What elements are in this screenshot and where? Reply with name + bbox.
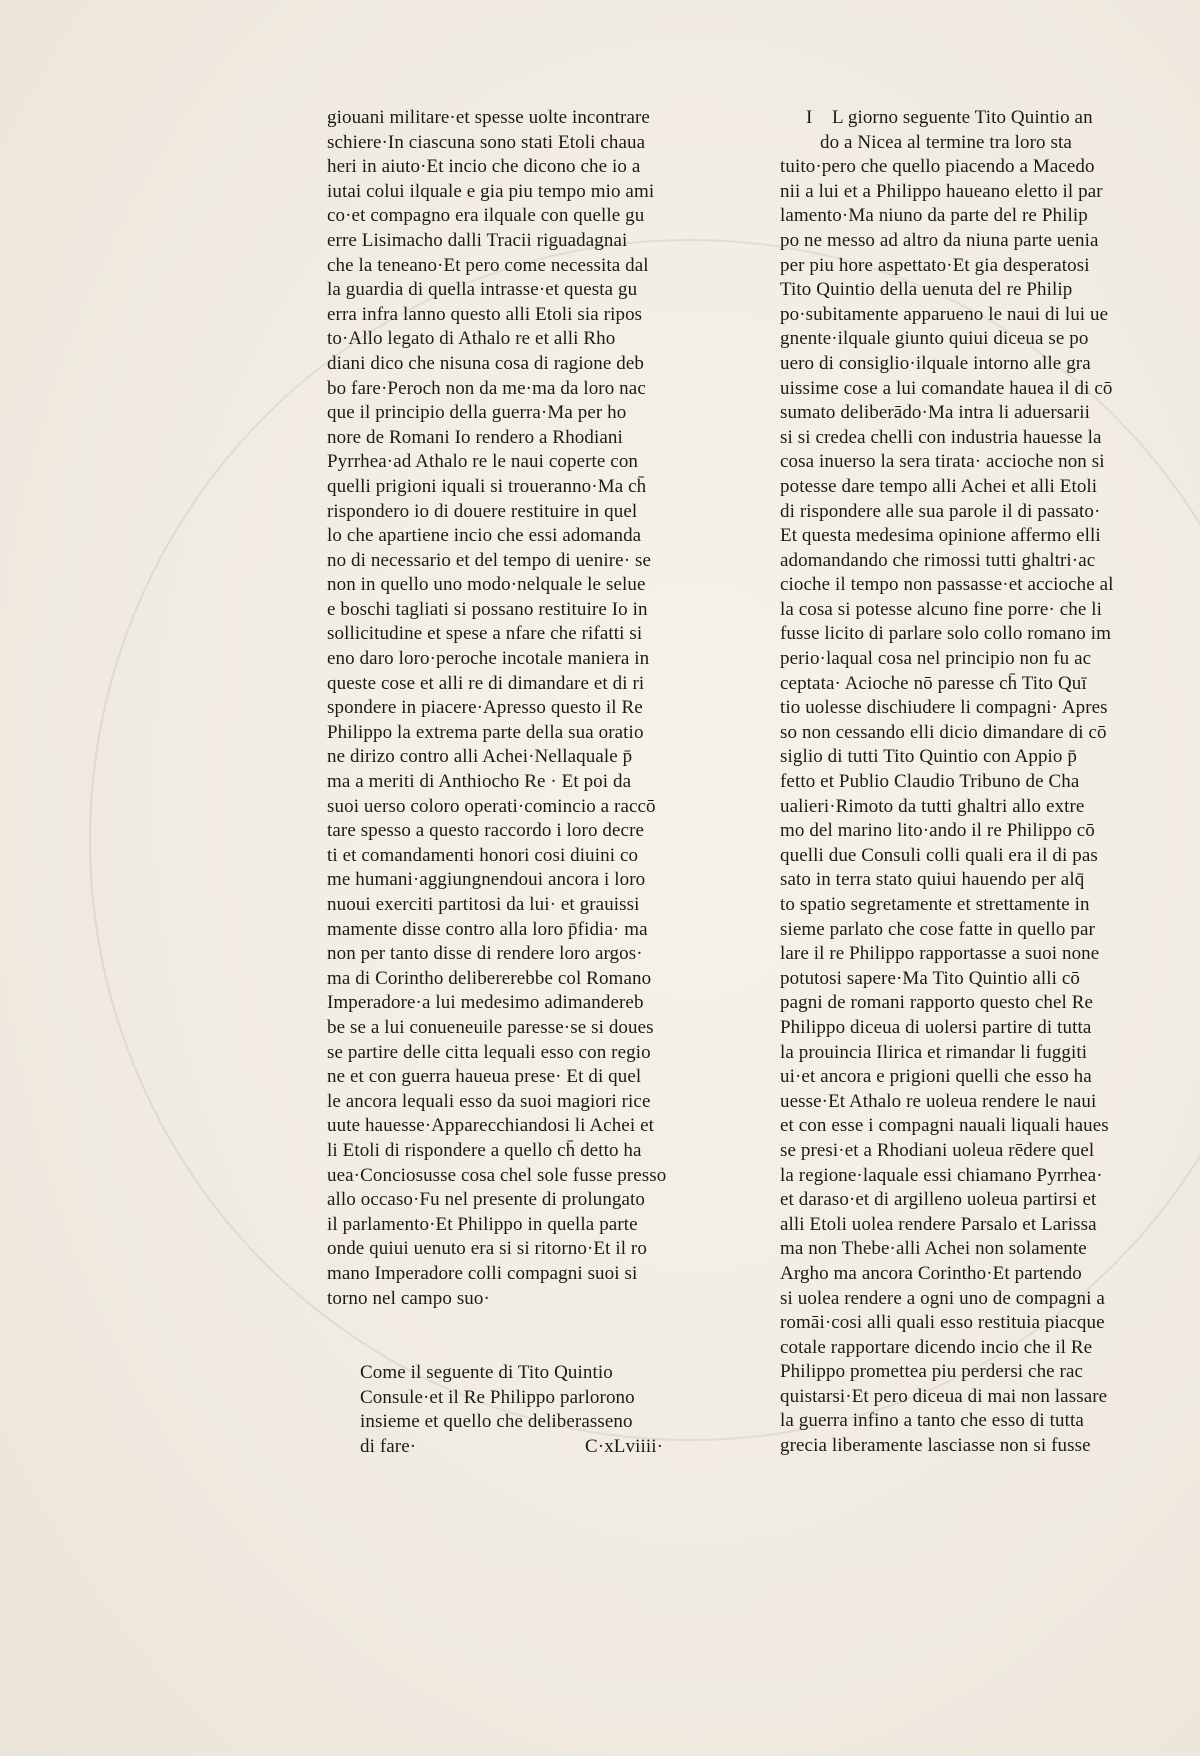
left-text-line: iutai colui ilquale e gia piu tempo mio ami: [327, 180, 655, 202]
right-text-line: po·subitamente apparueno le naui di lui ue: [780, 303, 1109, 325]
left-text-line: e boschi tagliati si possano restituire Io in: [327, 598, 648, 620]
left-text-line: schiere·In ciascuna sono stati Etoli chaua: [327, 131, 646, 153]
right-text-line: et con esse i compagni nauali liquali haues: [780, 1115, 1109, 1137]
right-text-line: Et questa medesima opinione affermo elli: [780, 525, 1101, 547]
right-text-line: L giorno seguente Tito Quintio an: [832, 107, 1093, 128]
chapter-number: C·xLviiii·: [585, 1435, 664, 1457]
right-text-line: to spatio segretamente et strettamente in: [780, 894, 1090, 915]
right-text-line: sieme parlato che cose fatte in quello par: [780, 918, 1095, 940]
right-text-line: siglio di tutti Tito Quintio con Appio p̄: [780, 746, 1077, 768]
left-text-line: ne et con guerra haueua prese· Et di quel: [327, 1066, 642, 1088]
left-text-line: ne dirizo contro alli Achei·Nellaquale p̄: [327, 746, 633, 768]
left-text-line: be se a lui conueneuile paresse·se si doues: [327, 1016, 654, 1038]
right-text-line: gnente·ilquale giunto quiui diceua se po: [780, 328, 1089, 350]
right-text-line: quelli due Consuli colli quali era il di pas: [780, 844, 1098, 866]
heading-last-line: [360, 1435, 664, 1460]
left-text-line: mano Imperadore colli compagni suoi si: [327, 1262, 638, 1284]
right-text-line: fetto et Publio Claudio Tribuno de Cha: [780, 771, 1080, 793]
left-text-line: heri in aiuto·Et incio che dicono che io a: [327, 156, 641, 178]
left-text-line: ma di Corintho delibererebbe col Romano: [327, 967, 652, 989]
right-text-line: sato in terra stato quiui hauendo per alq̄: [780, 869, 1085, 891]
left-text-line: non in quello uno modo·nelquale le selue: [327, 574, 646, 596]
left-text-line: queste cose et alli re di dimandare et di ri: [327, 672, 645, 694]
right-text-line: Philippo promettea piu perdersi che rac: [780, 1361, 1084, 1383]
left-text-column: [327, 106, 666, 1311]
left-text-line: mamente disse contro alla loro p̄fidia· ma: [327, 918, 648, 940]
left-text-line: suoi uerso coloro operati·comincio a raccō: [327, 795, 656, 817]
left-text-line: il parlamento·Et Philippo in quella parte: [327, 1213, 638, 1235]
right-text-line: di rispondere alle sua parole il di passato·: [780, 500, 1101, 522]
left-text-line: tare spesso a questo raccordo i loro decre: [327, 820, 645, 842]
left-text-line: la guardia di quella intrasse·et questa gu: [327, 279, 638, 301]
left-text-line: sollicitudine et spese a nfare che rifatti si: [327, 623, 643, 645]
right-text-line: mo del marino lito·ando il re Philippo cō: [780, 820, 1095, 842]
right-text-line: nii a lui et a Philippo haueano eletto il par: [780, 180, 1103, 202]
left-text-line: Philippo la extrema parte della sua oratio: [327, 721, 644, 743]
left-text-line: che la teneano·Et pero come necessita dal: [327, 254, 649, 276]
heading-line: insieme et quello che deliberasseno: [360, 1411, 633, 1433]
right-text-line: uero di consiglio·ilquale intorno alle gra: [780, 352, 1091, 374]
right-text-line: la cosa si potesse alcuno fine porre· che li: [780, 598, 1103, 620]
heading-line: Consule·et il Re Philippo parlorono: [360, 1386, 635, 1408]
left-text-line: spondere in piacere·Apresso questo il Re: [327, 697, 643, 719]
left-text-line: rispondero io di douere restituire in quel: [327, 500, 638, 522]
right-text-column: [780, 106, 1114, 1459]
right-text-line: uissime cose a lui comandate hauea il di cō: [780, 377, 1113, 399]
right-text-line: si si credea chelli con industria hauesse la: [780, 426, 1102, 448]
chapter-heading: [360, 1361, 664, 1459]
right-text-line: so non cessando elli dicio dimandare di cō: [780, 721, 1107, 743]
left-text-line: le ancora lequali esso da suoi magiori rice: [327, 1090, 651, 1112]
right-text-line: ceptata· Acioche nō paresse ch̄ Tito Quī: [780, 672, 1087, 694]
left-text-line: se partire delle citta lequali esso con regio: [327, 1041, 651, 1063]
right-text-line: la regione·laquale essi chiamano Pyrrhea·: [780, 1164, 1103, 1186]
left-text-line: erre Lisimacho dalli Tracii riguadagnai: [327, 229, 628, 251]
left-text-line: nore de Romani Io rendero a Rhodiani: [327, 426, 623, 448]
left-text-line: me humani·aggiungnendoui ancora i loro: [327, 869, 646, 891]
right-text-line: cosa inuerso la sera tirata· accioche non si: [780, 451, 1105, 473]
left-text-line: eno daro loro·peroche incotale maniera in: [327, 648, 650, 670]
right-text-line: potutosi sapere·Ma Tito Quintio alli cō: [780, 967, 1080, 989]
left-text-line: diani dico che nisuna cosa di ragione deb: [327, 352, 644, 374]
right-text-line: la guerra infino a tanto che esso di tutta: [780, 1410, 1084, 1432]
left-text-line: ti et comandamenti honori cosi diuini co: [327, 844, 639, 866]
right-text-line: Argho ma ancora Corintho·Et partendo: [780, 1262, 1082, 1284]
left-text-line: no di necessario et del tempo di uenire· se: [327, 549, 652, 571]
right-text-line: potesse dare tempo alli Achei et alli Etoli: [780, 475, 1098, 497]
right-text-line: cotale rapportare dicendo incio che il Re: [780, 1336, 1093, 1358]
left-text-line: bo fare·Peroch non da me·ma da loro nac: [327, 377, 646, 399]
right-text-line: lare il re Philippo rapportasse a suoi none: [780, 943, 1100, 965]
left-text-line: uea·Conciosusse cosa chel sole fusse presso: [327, 1164, 667, 1186]
left-text-line: uute hauesse·Apparecchiandosi li Achei et: [327, 1115, 654, 1137]
right-text-line: fusse licito di parlare solo collo romano im: [780, 623, 1112, 645]
right-text-line: perio·laqual cosa nel principio non fu ac: [780, 648, 1092, 670]
left-text-line: to·Allo legato di Athalo re et alli Rho: [327, 328, 616, 350]
left-text-line: li Etoli di rispondere a quello ch̄ detto ha: [327, 1139, 642, 1161]
right-text-line: per piu hore aspettato·Et gia desperatosi: [780, 254, 1090, 276]
right-text-line: Philippo diceua di uolersi partire di tutta: [780, 1016, 1092, 1038]
right-text-line: tio uolesse dischiudere li compagni· Apres: [780, 697, 1108, 719]
right-text-line: ui·et ancora e prigioni quelli che esso ha: [780, 1066, 1092, 1088]
right-text-line: quistarsi·Et pero diceua di mai non lassare: [780, 1385, 1108, 1407]
left-text-line: co·et compagno era ilquale con quelle gu: [327, 205, 645, 227]
left-text-line: ma a meriti di Anthiocho Re · Et poi da: [327, 771, 632, 793]
left-text-line: Pyrrhea·ad Athalo re le naui coperte con: [327, 451, 639, 473]
right-text-line: tuito·pero che quello piacendo a Macedo: [780, 156, 1095, 178]
right-text-line: alli Etoli uolea rendere Parsalo et Larissa: [780, 1213, 1097, 1235]
right-text-line: ualieri·Rimoto da tutti ghaltri allo extre: [780, 795, 1085, 817]
right-text-line: sumato deliberādo·Ma intra li aduersarii: [780, 402, 1091, 424]
right-text-line: po ne messo ad altro da niuna parte uenia: [780, 229, 1099, 251]
right-text-line: Tito Quintio della uenuta del re Philip: [780, 279, 1073, 301]
right-text-line: lamento·Ma niuno da parte del re Philip: [780, 205, 1088, 227]
right-text-line: pagni de romani rapporto questo chel Re: [780, 992, 1094, 1014]
left-text-line: Imperadore·a lui medesimo adimandereb: [327, 992, 644, 1014]
left-text-line: allo occaso·Fu nel presente di prolungato: [327, 1189, 646, 1211]
right-text-line: si uolea rendere a ogni uno de compagni a: [780, 1287, 1105, 1309]
left-text-line: quelli prigioni iquali si troueranno·Ma ch̄: [327, 475, 647, 497]
left-text-line: onde quiui uenuto era si si ritorno·Et il ro: [327, 1238, 647, 1260]
left-text-line: lo che apartiene incio che essi adomanda: [327, 525, 642, 547]
guide-letter: I: [806, 107, 813, 128]
right-text-line: uesse·Et Athalo re uoleua rendere le naui: [780, 1090, 1097, 1112]
right-text-line: et daraso·et di argilleno uoleua partirsi et: [780, 1189, 1097, 1211]
left-text-line: giouani militare·et spesse uolte incontrare: [327, 107, 650, 128]
right-text-line: do a Nicea al termine tra loro sta: [820, 131, 1072, 153]
right-text-line: adomandando che rimossi tutti ghaltri·ac: [780, 549, 1096, 571]
left-text-line: non per tanto disse di rendere loro argos·: [327, 943, 643, 965]
heading-line: Come il seguente di Tito Quintio: [360, 1362, 613, 1383]
right-text-line: cioche il tempo non passasse·et accioche al: [780, 574, 1114, 596]
right-text-line: grecia liberamente lasciasse non si fusse: [780, 1435, 1091, 1457]
right-text-line: se presi·et a Rhodiani uoleua rēdere quel: [780, 1139, 1095, 1161]
left-text-line: erra infra lanno questo alli Etoli sia ripos: [327, 303, 643, 325]
left-text-line: que il principio della guerra·Ma per ho: [327, 402, 627, 424]
right-text-line: la prouincia Ilirica et rimandar li fuggiti: [780, 1041, 1088, 1063]
right-text-line: ma non Thebe·alli Achei non solamente: [780, 1238, 1087, 1260]
heading-last-text: di fare·: [360, 1435, 417, 1457]
right-text-line: romāi·cosi alli quali esso restituia piacque: [780, 1312, 1105, 1334]
left-text-line: nuoui exerciti partitosi da lui· et grauissi: [327, 894, 640, 915]
left-text-line: torno nel campo suo·: [327, 1287, 490, 1309]
